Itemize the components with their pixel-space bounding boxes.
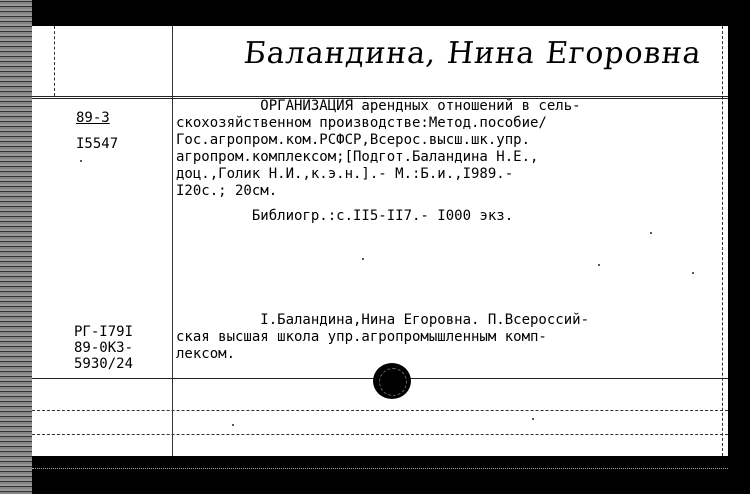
- entry-line: Гос.агропром.ком.РСФСР,Всерос.высш.шк.упр.: [176, 132, 531, 148]
- bottom-dotted-line: [32, 468, 728, 469]
- bottom-dashed-rule: [32, 410, 728, 411]
- top-left-vertical-rule: [54, 26, 55, 96]
- speck: [692, 272, 694, 274]
- entry-line: скохозяйственном производстве:Метод.пособие/: [176, 115, 547, 131]
- tracing-line: лексом.: [176, 346, 236, 362]
- entry-line: Библиогр.:с.II5-II7.- I000 экз.: [176, 208, 514, 224]
- entry-line: доц.,Голик Н.И.,к.э.н.].- М.:Б.и.,I989.-: [176, 166, 514, 182]
- catalog-card: [32, 26, 728, 456]
- speck: [362, 258, 364, 260]
- code-line-3: 5930/24: [74, 356, 134, 372]
- entry-line: агропром.комплексом;[Подгот.Баландина Н.Е.,: [176, 149, 539, 165]
- speck: [598, 264, 600, 266]
- handwritten-heading: Баландина, Нина Егоровна: [242, 36, 704, 71]
- right-margin-rule: [722, 26, 723, 456]
- tracing-line: I.Баландина,Нина Егоровна. П.Всероссий-: [176, 312, 590, 328]
- speck: [80, 160, 82, 162]
- film-edge-strip: [0, 0, 32, 494]
- bottom-dashed-rule-2: [32, 434, 728, 435]
- tracing-line: ская высшая школа упр.агропромышленным комп-: [176, 329, 547, 345]
- punch-hole: [373, 363, 411, 399]
- speck: [232, 424, 234, 426]
- speck: [532, 418, 534, 420]
- entry-line: I20с.; 20см.: [176, 183, 278, 199]
- entry-line: ОРГАНИЗАЦИЯ арендных отношений в сель-: [176, 98, 581, 114]
- code-line-2: 89-0К3-: [74, 340, 134, 356]
- code-line-1: РГ-I79I: [74, 324, 134, 340]
- heading-rule: [32, 96, 728, 97]
- column-divider: [172, 26, 173, 456]
- inventory-number: I5547: [76, 136, 119, 152]
- call-number-top: 89-3: [76, 110, 110, 126]
- speck: [650, 232, 652, 234]
- film-bottom-strip: [32, 458, 728, 494]
